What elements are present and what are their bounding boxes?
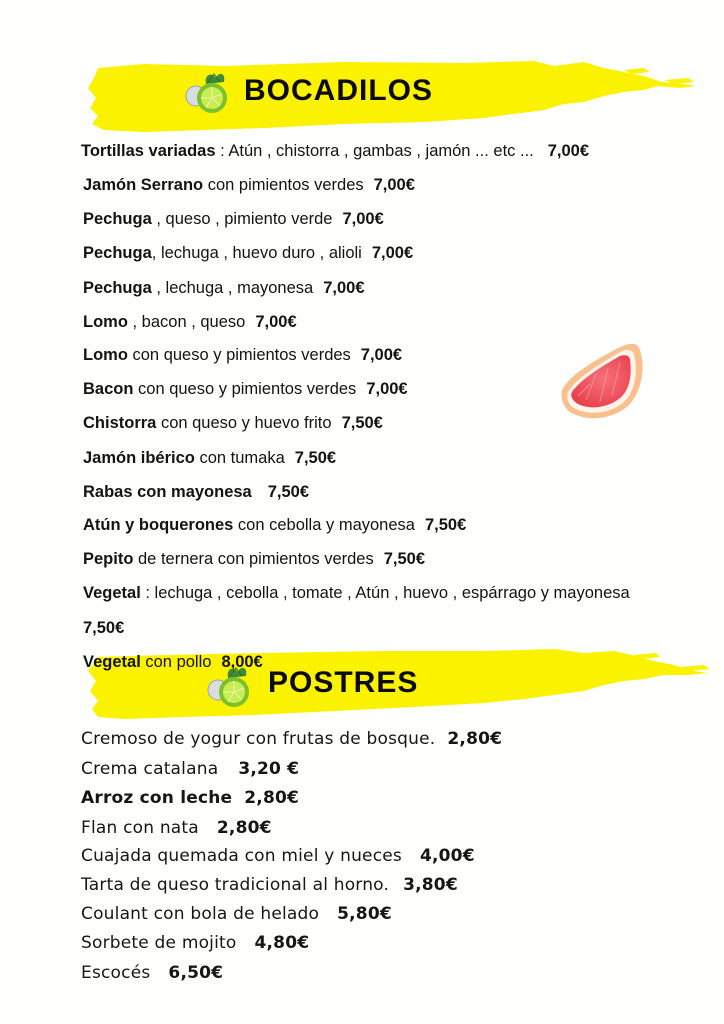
item-price: 3,20 € — [238, 759, 300, 779]
item-price: 7,50€ — [267, 483, 310, 501]
item-price: 7,50€ — [294, 449, 337, 467]
item-price: 7,00€ — [366, 380, 408, 398]
section-title-bocadillos: BOCADILOS — [244, 74, 433, 107]
grapefruit-slice-icon — [556, 340, 648, 429]
item-description: con pollo — [140, 653, 212, 671]
item-name: Lomo — [83, 346, 128, 364]
item-name: Bacon — [83, 380, 134, 398]
item-description: con tumaka — [194, 449, 285, 467]
menu-item — [83, 313, 297, 332]
item-name: Chistorra — [83, 414, 157, 432]
dessert-item — [81, 729, 502, 749]
menu-item — [83, 414, 383, 433]
item-description: : lechuga , cebolla , tomate , Atún , huevo , espárrago y mayonesa — [140, 584, 630, 602]
dessert-item — [81, 846, 475, 866]
item-price: 2,80€ — [244, 788, 300, 808]
menu-item — [83, 483, 309, 502]
item-name: Lomo — [83, 313, 128, 331]
menu-item — [81, 142, 589, 161]
item-name: Flan con nata — [81, 818, 199, 838]
menu-item — [83, 516, 466, 535]
menu-item — [83, 279, 365, 298]
item-description: con pimientos verdes — [203, 176, 364, 194]
menu-item — [83, 449, 336, 468]
item-name: Pechuga — [83, 210, 152, 228]
item-description: con cebolla y mayonesa — [233, 516, 415, 534]
dessert-item — [81, 904, 392, 924]
dessert-item — [81, 818, 272, 838]
item-name: Vegetal — [83, 653, 141, 671]
item-name: Arroz con leche — [81, 788, 233, 808]
item-name: Rabas con mayonesa — [83, 483, 252, 501]
lime-mint-icon — [206, 664, 256, 715]
item-name: Cuajada quemada con miel y nueces — [81, 846, 402, 866]
item-price: 7,50€ — [383, 550, 426, 568]
item-name: Crema catalana — [81, 759, 219, 779]
item-description: , lechuga , mayonesa — [151, 279, 314, 297]
item-description: con queso y pimientos verdes — [133, 380, 357, 398]
dessert-item — [81, 759, 299, 779]
dessert-item — [81, 788, 299, 808]
item-description: : Atún , chistorra , gambas , jamón ... etc ... — [215, 142, 534, 160]
item-name: Jamón Serrano — [83, 176, 204, 194]
menu-item — [83, 550, 425, 569]
item-price: 5,80€ — [337, 904, 392, 924]
item-price: 7,00€ — [373, 176, 415, 194]
menu-item — [83, 244, 413, 263]
item-price: 4,80€ — [254, 933, 310, 953]
item-name: Cremoso de yogur con frutas de bosque. — [81, 729, 436, 749]
item-name: Coulant con bola de helado — [81, 904, 320, 924]
menu-item — [83, 176, 415, 195]
item-name: Tortillas variadas — [81, 142, 216, 160]
item-description: de ternera con pimientos verdes — [133, 550, 374, 568]
item-price: 7,50€ — [341, 414, 383, 432]
item-name: Escocés — [81, 963, 151, 983]
item-name: Jamón ibérico — [83, 449, 195, 467]
menu-item — [83, 346, 402, 365]
item-price: 2,80€ — [447, 729, 503, 749]
item-price: 7,00€ — [342, 210, 384, 228]
lime-mint-icon — [184, 70, 234, 121]
item-price: 2,80€ — [216, 818, 272, 838]
item-name: Sorbete de mojito — [81, 933, 237, 953]
item-price: 7,00€ — [323, 279, 365, 297]
item-price: 7,00€ — [255, 313, 297, 331]
item-price: 7,00€ — [547, 142, 590, 160]
item-price: 7,00€ — [360, 346, 403, 364]
item-description: , lechuga , huevo duro , alioli — [151, 244, 362, 262]
item-price: 7,50€ — [424, 516, 467, 534]
item-description: , bacon , queso — [127, 313, 246, 331]
item-price: 7,00€ — [371, 244, 414, 262]
item-name: Atún y boquerones — [83, 516, 234, 534]
item-name: Pechuga — [83, 244, 152, 262]
item-description: con queso y huevo frito — [156, 414, 332, 432]
item-name: Pepito — [83, 550, 134, 568]
item-price: 8,00€ — [221, 653, 263, 671]
dessert-item — [81, 963, 223, 983]
menu-item — [83, 380, 408, 399]
item-price: 6,50€ — [168, 963, 224, 983]
menu-item — [83, 584, 630, 603]
dessert-item — [81, 933, 309, 953]
item-price: 7,50€ — [83, 619, 125, 637]
menu-item-price-wrapped — [83, 619, 124, 638]
item-name: Tarta de queso tradicional al horno. — [81, 875, 390, 895]
item-description: , queso , pimiento verde — [151, 210, 333, 228]
item-name: Pechuga — [83, 279, 152, 297]
section-title-postres: POSTRES — [268, 666, 419, 699]
item-price: 4,00€ — [419, 846, 475, 866]
item-name: Vegetal — [83, 584, 141, 602]
item-description: con queso y pimientos verdes — [127, 346, 351, 364]
dessert-item — [81, 875, 458, 895]
item-price: 3,80€ — [403, 875, 458, 895]
menu-item — [83, 210, 384, 229]
